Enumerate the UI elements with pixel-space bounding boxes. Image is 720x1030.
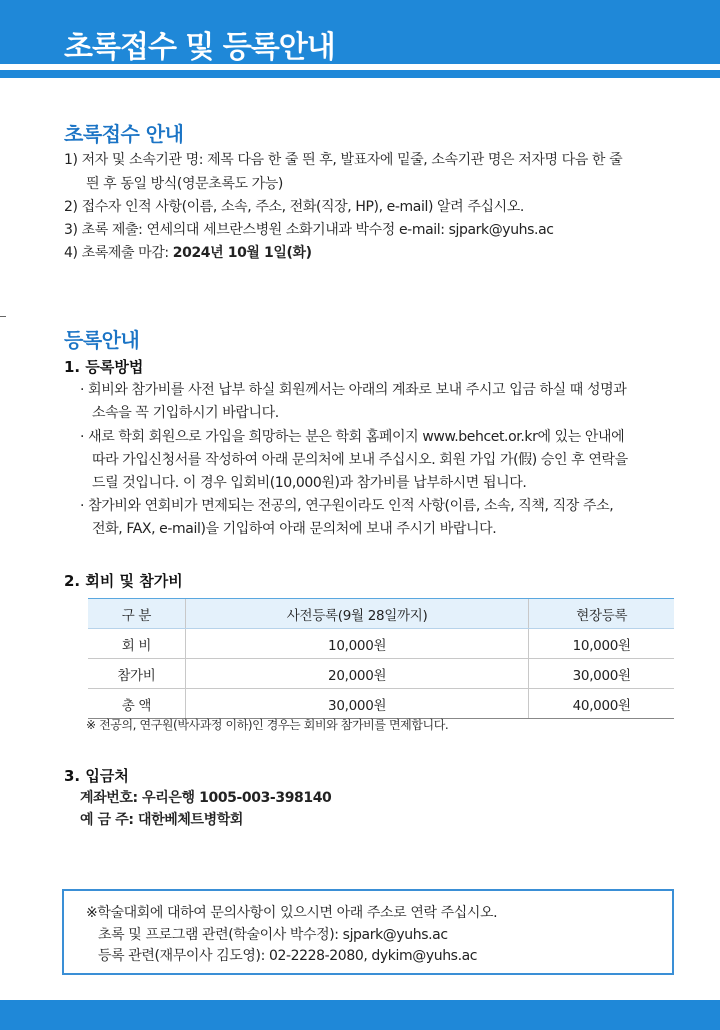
deadline-date: 2024년 10월 1일(화) [172, 245, 312, 261]
table-cell: 10,000원 [185, 629, 529, 659]
table-cell: 회 비 [88, 629, 185, 659]
method-line: · 회비와 참가비를 사전 납부 하실 회원께서는 아래의 계좌로 보내 주시고 입금 하실 때 성명과 [80, 382, 627, 398]
table-cell: 30,000원 [185, 689, 529, 719]
table-row [88, 689, 674, 719]
abstract-item: 2) 접수자 인적 사항(이름, 소속, 주소, 전화(직장, HP), e-mail) 알려 주십시오. [64, 199, 524, 215]
contact-line: 초록 및 프로그램 관련(학술이사 박수정): sjpark@yuhs.ac [98, 927, 448, 943]
method-line: 따라 가입신청서를 작성하여 아래 문의처에 보내 주십시오. 회원 가입 가(假) 승인 후 연락을 [92, 452, 628, 468]
table-row [88, 659, 674, 689]
footer-band [0, 1000, 720, 1030]
abstract-item: 1) 저자 및 소속기관 명: 제목 다음 한 줄 띈 후, 발표자에 밑줄, 소속기관 명은 저자명 다음 한 줄 [64, 152, 623, 168]
abstract-item: 3) 초록 제출: 연세의대 세브란스병원 소화기내과 박수정 e-mail: sjpark@yuhs.ac [64, 222, 554, 238]
registration-heading: 등록안내 [64, 328, 140, 352]
method-line: 전화, FAX, e-mail)을 기입하여 아래 문의처에 보내 주시기 바랍니다. [92, 521, 497, 537]
table-cell: 20,000원 [185, 659, 529, 689]
table-cell: 총 액 [88, 689, 185, 719]
deposit-account: 계좌번호: 우리은행 1005-003-398140 [80, 790, 332, 806]
fees-note: ※ 전공의, 연구원(박사과정 이하)인 경우는 회비와 참가비를 면제합니다. [86, 718, 449, 732]
page-title: 초록접수 및 등록안내 [64, 30, 335, 65]
abstract-item-deadline [64, 243, 312, 263]
table-cell: 10,000원 [529, 629, 674, 659]
crop-mark [0, 316, 6, 317]
fees-table [88, 598, 674, 719]
method-line: 드릴 것입니다. 이 경우 입회비(10,000원)과 참가비를 납부하시면 됩니다. [92, 475, 527, 491]
deposit-holder: 예 금 주: 대한베체트병학회 [80, 812, 243, 828]
table-header-cell: 구 분 [88, 599, 185, 629]
method-line: · 참가비와 연회비가 면제되는 전공의, 연구원이라도 인적 사항(이름, 소속, 직책, 직장 주소, [80, 498, 614, 514]
table-header-cell: 사전등록(9월 28일까지) [185, 599, 529, 629]
method-line: 소속을 꼭 기입하시기 바랍니다. [92, 405, 279, 421]
method-line: · 새로 학회 회원으로 가입을 희망하는 분은 학회 홈페이지 www.behcet.or.kr에 있는 안내에 [80, 429, 625, 445]
table-row [88, 629, 674, 659]
deadline-label: 4) 초록제출 마감: [64, 245, 173, 261]
table-header-cell: 현장등록 [529, 599, 674, 629]
table-cell: 참가비 [88, 659, 185, 689]
abstract-item: 띈 후 동일 방식(영문초록도 가능) [86, 176, 283, 192]
fees-title: 2. 회비 및 참가비 [64, 572, 183, 590]
deposit-title: 3. 입금처 [64, 767, 129, 785]
table-header-row [88, 599, 674, 629]
table-cell: 40,000원 [529, 689, 674, 719]
abstract-heading: 초록접수 안내 [64, 122, 184, 146]
contact-line: 등록 관련(재무이사 김도영): 02-2228-2080, dykim@yuhs.ac [98, 948, 478, 964]
method-title: 1. 등록방법 [64, 358, 144, 376]
contact-line: ※학술대회에 대하여 문의사항이 있으시면 아래 주소로 연락 주십시오. [86, 905, 498, 921]
table-cell: 30,000원 [529, 659, 674, 689]
